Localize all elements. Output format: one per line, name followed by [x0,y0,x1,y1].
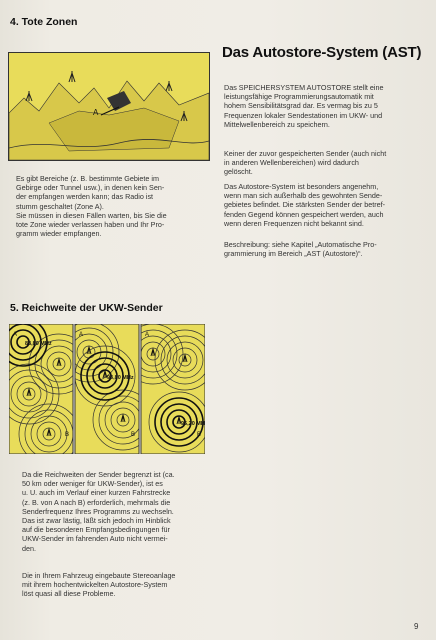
zone-a-label: A [93,108,99,117]
point-a-label: A [79,332,84,338]
dead-zone-figure [8,52,210,161]
point-a-label: A [13,332,18,338]
section-5-heading: 5. Reichweite der UKW-Sender [10,302,163,314]
point-b-label: B [65,432,70,438]
ast-paragraph-2: Keiner der zuvor gespeicherten Sender (auch nicht in anderen Wellenbereichen) wird dadurch gelöscht. [224,149,387,177]
ast-paragraph-3: Das Autostore-System ist besonders angenehm, wenn man sich außerhalb des gewohnten Sende- gebietes befindet. Die stärksten Sender der betref- fenden Gegend können gespeichert werden, auch wenn deren Frequenzen nicht bekannt sind. [224,182,386,228]
point-a-label: A [145,332,150,338]
ast-heading: Das Autostore-System (AST) [222,44,422,61]
point-b-label: B [131,432,136,438]
ast-paragraph-4: Beschreibung: siehe Kapitel „Automatische Pro- grammierung im Bereich „AST (Autostore)“. [224,240,377,259]
section-5-paragraph-1: Da die Reichweiten der Sender begrenzt ist (ca. 50 km oder weniger für UKW-Sender), ist es u. U. auch im Verlauf einer kurzen Fahrstrecke (z. B. von A nach B) erforderlich, mehrmals die Senderfrequenz Ihres Programms zu wechseln. Das ist zwar lästig, läßt sich jedoch im Hinblick auf die besonderen Empfangsbedingungen für UKW-Sender im fahrenden Auto nicht vermei- den. [22,470,175,553]
section-4-heading: 4. Tote Zonen [10,16,78,28]
frequency-label: 96,20 MHz [181,421,205,427]
section-5-paragraph-2: Die in Ihrem Fahrzeug eingebaute Stereoanlage mit ihrem hochentwickelten Autostore-System löst quasi all diese Probleme. [22,571,176,599]
frequency-label: 93,80 MHz [107,375,134,381]
range-figure [9,324,205,454]
ast-paragraph-1: Das SPEICHERSYSTEM AUTOSTORE stellt eine leistungsfähige Programmierungsautomatik mit hohem Sensibilitätsgrad dar. Es vermag bis zu 5 Frequenzen lokaler Sendestationen im UKW- und Mittelwellenbereich zu speichern. [224,83,384,129]
section-4-text: Es gibt Bereiche (z. B. bestimmte Gebiete im Gebirge oder Tunnel usw.), in denen kein Sen- der empfangen werden kann; das Radio ist stumm geschaltet (Zone A). Sie müssen in diesen Fällen warten, bis Sie die tote Zone wieder verlassen haben und Ihr Pro- gramm wieder empfangen. [16,174,167,239]
frequency-label: 88,80 MHz [25,341,52,347]
point-b-label: B [197,432,202,438]
page-number: 9 [414,622,419,631]
